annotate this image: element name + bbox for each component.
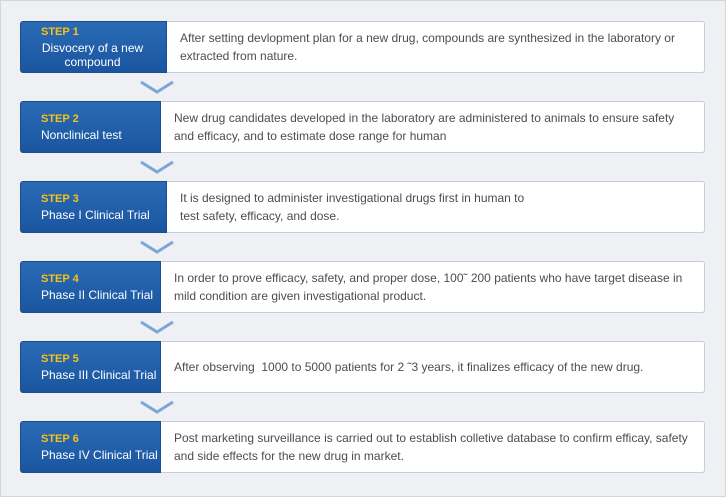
step-6: [20, 421, 705, 473]
step-2-label-box: [20, 101, 161, 153]
chevron-down-icon: [139, 240, 175, 254]
step-3-description: [167, 181, 705, 233]
step-4-description-text: In order to prove efficacy, safety, and proper dose, 100˜ 200 patients who have target disease in mild condition are given investigational product.: [174, 271, 683, 303]
step-4-number: STEP 4: [41, 272, 79, 285]
step-1: [20, 21, 705, 73]
step-5-label-box: [20, 341, 161, 393]
chevron-down-icon: [139, 80, 175, 94]
step-3-label-box: [20, 181, 167, 233]
step-5-number: STEP 5: [41, 352, 79, 365]
step-5-title: Phase III Clinical Trial: [41, 367, 157, 382]
step-6-number: STEP 6: [41, 432, 79, 445]
step-4: [20, 261, 705, 313]
step-1-label-box: [20, 21, 167, 73]
step-3-title: Phase I Clinical Trial: [41, 207, 150, 222]
step-2-title: Nonclinical test: [41, 127, 122, 142]
step-3-description-text: It is designed to administer investigational drugs first in human to test safety, efficacy, and dose.: [180, 191, 525, 223]
step-6-description-text: Post marketing surveillance is carried out to establish colletive database to confirm efficay, safety and side effects for the new drug in market.: [174, 431, 688, 463]
step-1-description-text: After setting devlopment plan for a new drug, compounds are synthesized in the laboratory or extracted from nature.: [180, 31, 675, 63]
step-4-title: Phase II Clinical Trial: [41, 287, 154, 302]
step-2: [20, 101, 705, 153]
step-2-description-text: New drug candidates developed in the laboratory are administered to animals to ensure safety and efficacy, and to estimate dose range for human: [174, 111, 675, 143]
step-3: [20, 181, 705, 233]
step-5-description: [161, 341, 705, 393]
step-6-title: Phase IV Clinical Trial: [41, 447, 158, 462]
step-1-description: [167, 21, 705, 73]
step-2-number: STEP 2: [41, 112, 79, 125]
step-4-label-box: [20, 261, 161, 313]
chevron-down-icon: [139, 400, 175, 414]
step-6-description: [161, 421, 705, 473]
step-2-description: [161, 101, 705, 153]
step-1-number: STEP 1: [41, 25, 79, 38]
step-5: [20, 341, 705, 393]
chevron-down-icon: [139, 160, 175, 174]
step-1-title: Disvocery of a new compound: [41, 40, 144, 69]
chevron-down-icon: [139, 320, 175, 334]
step-3-number: STEP 3: [41, 192, 79, 205]
step-4-description: [161, 261, 705, 313]
step-6-label-box: [20, 421, 161, 473]
step-5-description-text: After observing 1000 to 5000 patients for 2 ˜3 years, it finalizes efficacy of the new drug.: [174, 360, 644, 374]
